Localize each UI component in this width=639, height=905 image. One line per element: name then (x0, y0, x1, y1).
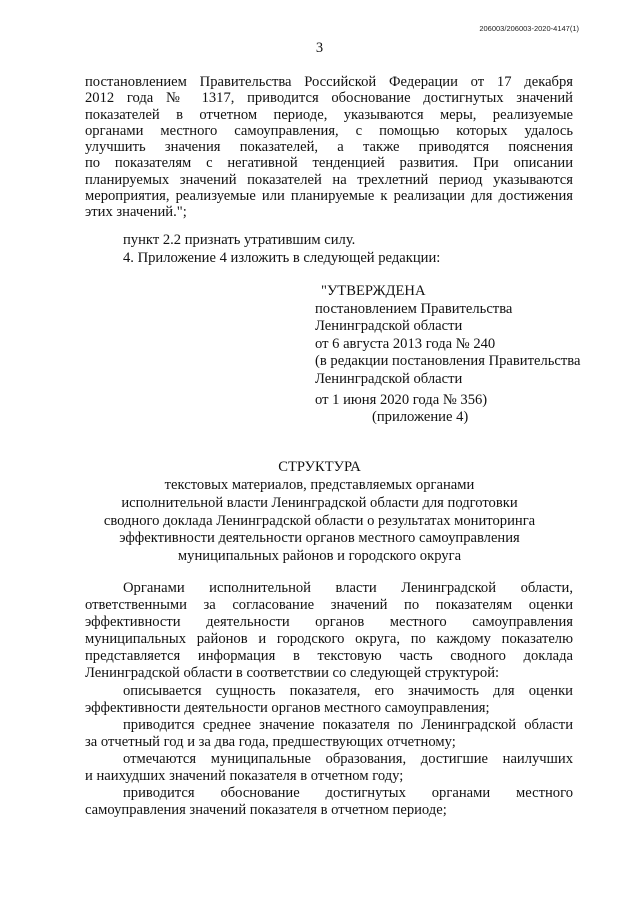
text-line: приводится среднее значение показателя по Ленинградской области (123, 716, 573, 733)
text-line: по показателям с негативной тенденцией развития. При описании (85, 155, 573, 172)
text-line: ответственными за согласование значений по показателям оценки (85, 597, 573, 614)
paragraph (85, 717, 573, 751)
intro-paragraph (85, 74, 573, 221)
text-line: приводится обоснование достигнутых органами местного (123, 785, 573, 802)
text-line: планируемых значений показателей на трехлетний период указываются (85, 171, 573, 188)
text-line: самоуправления значений показателя в отчетном периоде; (85, 802, 447, 819)
text-line: мероприятия, реализуемые или планируемые к реализации для достижения (85, 188, 573, 205)
approval-line: (в редакции постановления Правительства (315, 353, 581, 370)
heading-subtitle-line: муниципальных районов и городского округа (177, 548, 462, 565)
approval-line: постановлением Правительства (315, 300, 513, 317)
heading-subtitle-line: текстовых материалов, представляемых органами (164, 477, 475, 493)
text-line: 2012 года № 1317, приводится обоснование достигнутых значений (85, 90, 573, 107)
document-id: 206003/206003-2020-4147(1) (479, 24, 579, 33)
page-number: 3 (315, 40, 324, 56)
text-line: и наихудших значений показателя в отчетном году; (85, 768, 404, 785)
approval-title: "УТВЕРЖДЕНА (321, 283, 426, 299)
text-line: за отчетный год и за два года, предшествующих отчетному; (85, 733, 456, 750)
structure-rules (85, 580, 573, 819)
amendment-items (85, 231, 573, 267)
paragraph (85, 751, 573, 785)
text-line: Ленинградской области в соответствии со следующей структурой: (85, 665, 500, 682)
text-line: эффективности деятельности органов местного самоуправления (85, 614, 573, 631)
text-line: отмечаются муниципальные образования, достигшие наилучших (123, 750, 573, 767)
text-line: показателей в отчетном периоде, указываются меры, реализуемые (85, 106, 573, 123)
item-4: 4. Приложение 4 изложить в следующей редакции: (123, 250, 441, 266)
heading-subtitle-line: исполнительной власти Ленинградской области для подготовки (121, 494, 518, 511)
approval-block (315, 283, 580, 427)
item-2-2: пункт 2.2 признать утратившим силу. (123, 232, 356, 248)
heading-subtitle-line: сводного доклада Ленинградской области о результатах мониторинга (103, 512, 536, 529)
paragraph (85, 683, 573, 717)
heading-subtitle (0, 477, 639, 566)
approval-line: Ленинградской области (315, 318, 463, 335)
text-line: этих значений."; (85, 204, 187, 221)
text-line: постановлением Правительства Российской Федерации от 17 декабря (85, 74, 573, 90)
approval-line: от 6 августа 2013 года № 240 (315, 335, 496, 352)
text-line: муниципальных районов и городского округа, по каждому показателю (85, 631, 573, 648)
text-line: эффективности деятельности органов местного самоуправления; (85, 699, 490, 716)
approval-appendix: (приложение 4) (372, 409, 469, 426)
heading-title: СТРУКТУРА (278, 459, 361, 475)
text-line: органами местного самоуправления, с помощью которых удалось (85, 122, 573, 139)
paragraph (85, 785, 573, 819)
approval-line: Ленинградской области (315, 370, 463, 387)
paragraph (85, 580, 573, 683)
text-line: улучшить значения показателей, а также приводятся пояснения (85, 139, 573, 156)
text-line: Органами исполнительной власти Ленинградской области, (123, 580, 573, 596)
text-line: представляется информация в текстовую часть сводного доклада (85, 648, 573, 665)
text-line: описывается сущность показателя, его значимость для оценки (123, 682, 573, 699)
heading-subtitle-line: эффективности деятельности органов местного самоуправления (119, 530, 520, 547)
approval-line: от 1 июня 2020 года № 356) (315, 391, 488, 408)
